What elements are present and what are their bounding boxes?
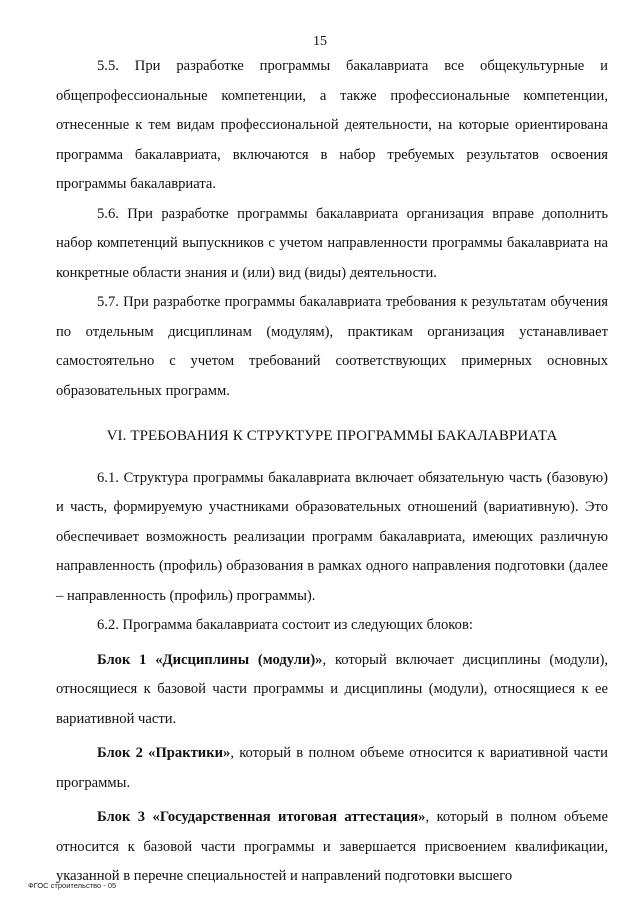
block-3-title: Блок 3 «Государственная итоговая аттестация»: [97, 809, 426, 825]
paragraph-6-1: 6.1. Структура программы бакалавриата включает обязательную часть (базовую) и часть, формируемую участниками образовательных отношений (вариативную). Это обеспечивает возможность реализации программ бакалавриата, имеющих различную направленность (профиль) образования в рамках одного направления подготовки (далее – направленность (профиль) программы).: [56, 469, 608, 604]
paragraph-6-2: 6.2. Программа бакалавриата состоит из следующих блоков:: [97, 617, 473, 633]
block-2-text: , который в полном объеме относится к вариативной части программы.: [56, 745, 608, 791]
page-footer: ФГОС строительство - 05: [28, 881, 117, 890]
block-1-title: Блок 1 «Дисциплины (модули)»: [97, 651, 323, 668]
paragraph-block-1: [56, 646, 608, 735]
section-heading-vi: VI. ТРЕБОВАНИЯ К СТРУКТУРЕ ПРОГРАММЫ БАКАЛАВРИАТА: [106, 428, 558, 444]
block-3-text: , который в полном объеме относится к базовой части программы и завершается присвоением квалификации, указанной в перечне специальностей и направлений подготовки высшего: [56, 809, 608, 884]
page-number: 15: [313, 34, 327, 49]
document-body: [56, 52, 608, 892]
paragraph-5-7: 5.7. При разработке программы бакалавриата требования к результатам обучения по отдельным дисциплинам (модулям), практикам организация устанавливает самостоятельно с учетом требований соответствующих примерных основных образовательных программ.: [56, 294, 608, 399]
paragraph-5-6: 5.6. При разработке программы бакалавриата организация вправе дополнить набор компетенций выпускников с учетом направленности программы бакалавриата на конкретные области знания и (или) вид (виды) деятельности.: [56, 205, 608, 281]
paragraph-5-5: 5.5. При разработке программы бакалавриата все общекультурные и общепрофессиональные компетенции, а также профессиональные компетенции, отнесенные к тем видам профессиональной деятельности, на которые ориентирована программа бакалавриата, включаются в набор требуемых результатов освоения программы бакалавриата.: [56, 58, 608, 192]
block-1-text: , который включает дисциплины (модули), относящиеся к базовой части программы и дисциплины (модули), относящиеся к ее вариативной части.: [56, 651, 609, 727]
paragraph-block-2: [56, 739, 608, 798]
paragraph-block-3: [56, 803, 608, 892]
block-2-title: Блок 2 «Практики»: [97, 745, 231, 761]
